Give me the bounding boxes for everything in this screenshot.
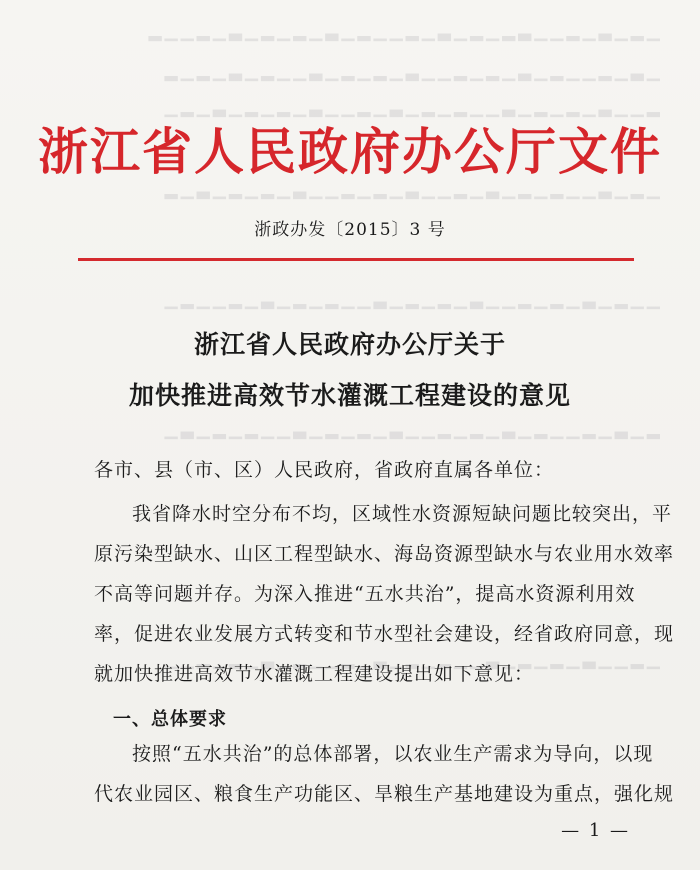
bleed-through-decoration: ▁▃▁▂▁▁▂▁▃▁▂▁▂▁▁▃▁▂▁▂▁▃▁▁▂▁▃▁▂▁▂ (161, 62, 660, 82)
bleed-through-decoration: ▂▁▁▃▁▂▁▂▁▃▁▁▂▁▂▁▃▁▂▁▁▃▁▂▁▂▁▃▁▂▁ (161, 98, 660, 118)
issuer-title: 浙江省人民政府办公厅文件 (38, 123, 662, 181)
paragraph-line: 不高等问题并存。为深入推进“五水共治”，提高水资源利用效 (94, 583, 636, 605)
paragraph-line: 我省降水时空分布不均，区域性水资源短缺问题比较突出，平 (132, 503, 673, 525)
document-number: 浙政办发〔2015〕3 号 (254, 220, 446, 240)
red-separator-line (78, 258, 634, 261)
bleed-through-decoration: ▁▂▁▃▁▁▂▁▂▁▃▁▂▁▁▃▁▂▁▂▁▁▃▁▂▁▂▁▃▁▂ (161, 180, 660, 200)
section-heading: 一、总体要求 (113, 709, 227, 730)
paragraph-line: 代农业园区、粮食生产功能区、旱粮生产基地建设为重点，强化规 (94, 783, 675, 805)
page-number: — 1 — (561, 820, 630, 841)
bleed-through-decoration: ▁▂▁▃▁▂▁▁▃▂▁▂▁▃▁▂▁▁▂▁▃▁▂▁▂▁▃▁▂▁▁▂ (145, 22, 660, 42)
addressee: 各市、县（市、区）人民政府，省政府直属各单位： (94, 459, 555, 481)
bleed-through-decoration: ▂▁▃▁▂▁▁▂▁▃▁▂▁▂▁▁▃▁▂▁▂▁▃▁▁▂▁▂▁▃▁ (161, 420, 660, 440)
paragraph-line: 率，促进农业发展方式转变和节水型社会建设，经省政府同意，现 (94, 623, 675, 645)
paragraph-line: 就加快推进高效节水灌溉工程建设提出如下意见： (94, 663, 535, 685)
document-title-line-1: 浙江省人民政府办公厅关于 (193, 330, 506, 359)
paragraph-line: 按照“五水共治”的总体部署，以农业生产需求为导向，以现 (132, 743, 654, 765)
document-title-line-2: 加快推进高效节水灌溉工程建设的意见 (128, 381, 571, 410)
intro-paragraph (94, 494, 675, 694)
bleed-through-decoration: ▁▂▁▁▃▁▂▁▂▁▃▁▁▂▁▂▁▃▁▂▁▁▂▁▃▁▂▁▂▁▁ (161, 650, 660, 670)
bleed-through-decoration: ▁▁▂▁▃▁▂▁▂▁▁▃▁▂▁▂▁▃▁▁▂▁▂▁▃▁▂▁▁▂▁ (161, 290, 660, 310)
paragraph-line: 原污染型缺水、山区工程型缺水、海岛资源型缺水与农业用水效率 (94, 543, 675, 565)
section-paragraph (94, 734, 675, 814)
